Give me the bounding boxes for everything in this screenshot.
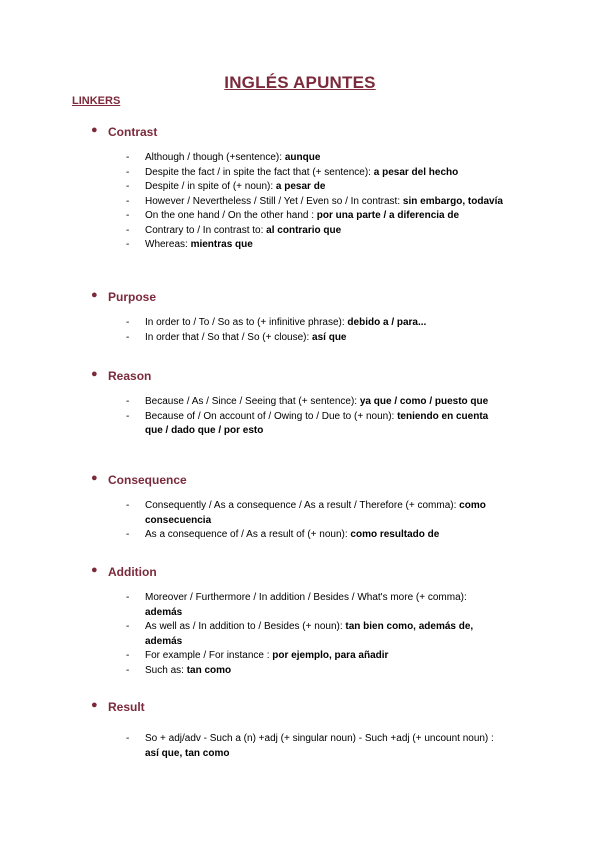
bullet-icon: ● bbox=[91, 472, 98, 484]
linker-translation: mientras que bbox=[190, 239, 253, 250]
linker-english: As a consequence of / As a result of (+ noun): bbox=[145, 529, 351, 540]
linker-list bbox=[0, 732, 600, 761]
section-heading-label: Result bbox=[108, 700, 145, 714]
dash-marker: - bbox=[126, 239, 130, 250]
section-heading-label: Purpose bbox=[108, 290, 157, 304]
linker-translation: por ejemplo, para añadir bbox=[272, 650, 389, 661]
linker-english: Despite / in spite of (+ noun): bbox=[145, 181, 276, 192]
linker-translation: sin embargo, todavía bbox=[402, 195, 503, 207]
list-item bbox=[0, 649, 505, 664]
section-heading-label: Reason bbox=[108, 369, 152, 383]
dash-marker: - bbox=[126, 181, 130, 192]
linker-translation: al contrario que bbox=[266, 224, 342, 236]
linker-translation: tan como bbox=[186, 664, 232, 676]
linker-translation: a pesar del hecho bbox=[373, 166, 459, 178]
dash-marker: - bbox=[126, 331, 130, 343]
list-item bbox=[0, 410, 505, 439]
bullet-icon: ● bbox=[91, 368, 98, 380]
list-item bbox=[0, 664, 505, 679]
dash-marker: - bbox=[126, 500, 130, 511]
linker-english: Whereas: bbox=[145, 239, 191, 250]
linker-translation: a pesar de bbox=[275, 181, 326, 192]
dash-marker: - bbox=[126, 664, 130, 676]
bullet-icon: ● bbox=[91, 289, 98, 301]
list-item bbox=[0, 591, 505, 620]
dash-marker: - bbox=[126, 592, 130, 603]
dash-marker: - bbox=[126, 224, 130, 236]
linker-translation: debido a / para... bbox=[347, 317, 427, 328]
linker-translation: así que, tan como bbox=[145, 747, 230, 759]
linker-translation: tan bien como, además de, además bbox=[145, 621, 474, 647]
linker-list bbox=[0, 316, 600, 345]
linker-english: Although / though (+sentence): bbox=[145, 152, 285, 163]
linker-translation: por una parte / a diferencia de bbox=[316, 210, 460, 221]
dash-marker: - bbox=[126, 650, 130, 661]
section-heading-label: Contrast bbox=[108, 125, 158, 139]
list-item bbox=[0, 528, 505, 543]
dash-marker: - bbox=[126, 396, 130, 407]
bullet-icon: ● bbox=[91, 124, 98, 136]
bullet-icon: ● bbox=[91, 699, 98, 711]
list-item bbox=[0, 238, 505, 253]
linker-list bbox=[0, 499, 600, 543]
linker-translation: ya que / como / puesto que bbox=[359, 396, 489, 407]
dash-marker: - bbox=[126, 410, 130, 422]
linker-translation: además bbox=[145, 606, 183, 618]
dash-marker: - bbox=[126, 621, 130, 632]
linker-translation: aunque bbox=[284, 152, 321, 163]
list-item bbox=[0, 395, 505, 410]
linker-english: Such as: bbox=[145, 664, 187, 676]
linker-english: Consequently / As a consequence / As a result / Therefore (+ comma): bbox=[145, 500, 460, 511]
linker-list bbox=[0, 591, 600, 678]
linker-english: So + adj/adv - Such a (n) +adj (+ singular noun) - Such +adj (+ uncount noun) : bbox=[145, 733, 494, 744]
list-item bbox=[0, 180, 505, 195]
linker-english: Contrary to / In contrast to: bbox=[145, 224, 267, 236]
linker-list bbox=[0, 151, 600, 253]
linker-english: Because / As / Since / Seeing that (+ sentence): bbox=[145, 396, 360, 407]
page-title: INGLÉS APUNTES bbox=[224, 73, 376, 92]
section-heading-label: Consequence bbox=[108, 473, 187, 487]
dash-marker: - bbox=[126, 166, 130, 178]
dash-marker: - bbox=[126, 733, 130, 744]
linker-english: However / Nevertheless / Still / Yet / Even so / In contrast: bbox=[145, 195, 403, 207]
list-item bbox=[0, 732, 505, 761]
list-item bbox=[0, 224, 505, 239]
linker-translation: como resultado de bbox=[350, 529, 440, 540]
list-item bbox=[0, 316, 505, 331]
linker-english: Despite the fact / in spite the fact that (+ sentence): bbox=[145, 166, 374, 178]
list-item bbox=[0, 499, 505, 528]
list-item bbox=[0, 209, 505, 224]
list-item bbox=[0, 151, 505, 166]
dash-marker: - bbox=[126, 195, 130, 207]
list-item bbox=[0, 331, 505, 346]
list-item bbox=[0, 166, 505, 181]
dash-marker: - bbox=[126, 210, 130, 221]
linker-translation: como consecuencia bbox=[145, 500, 486, 526]
section-subtitle: LINKERS bbox=[72, 95, 121, 107]
dash-marker: - bbox=[126, 317, 130, 328]
dash-marker: - bbox=[126, 152, 130, 163]
list-item bbox=[0, 195, 505, 210]
linker-english: For example / For instance : bbox=[145, 650, 273, 661]
linker-english: Because of / On account of / Owing to / Due to (+ noun): bbox=[145, 410, 398, 422]
dash-marker: - bbox=[126, 529, 130, 540]
linker-english: As well as / In addition to / Besides (+ noun): bbox=[145, 621, 346, 632]
bullet-icon: ● bbox=[91, 564, 98, 576]
linker-english: In order to / To / So as to (+ infinitive phrase): bbox=[145, 317, 348, 328]
linker-translation: teniendo en cuenta que / dado que / por esto bbox=[145, 410, 489, 436]
linker-english: On the one hand / On the other hand : bbox=[145, 210, 317, 221]
section-heading-label: Addition bbox=[108, 565, 157, 579]
linker-translation: así que bbox=[312, 331, 347, 343]
linker-list bbox=[0, 395, 600, 439]
list-item bbox=[0, 620, 505, 649]
linker-english: Moreover / Furthermore / In addition / Besides / What's more (+ comma): bbox=[145, 592, 467, 603]
linker-english: In order that / So that / So (+ clouse): bbox=[145, 331, 313, 343]
